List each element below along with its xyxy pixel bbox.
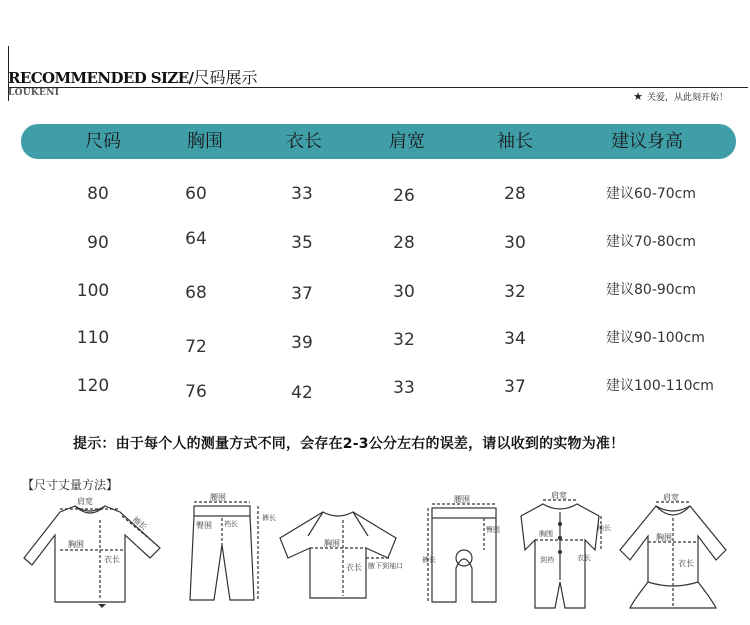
table-cell: 110	[76, 328, 110, 348]
table-cell: 26	[393, 186, 415, 206]
dress-sketch	[616, 490, 736, 619]
header-rule	[8, 87, 748, 88]
table-cell: 90	[87, 233, 109, 253]
romper-sketch	[515, 490, 610, 619]
sketch-label-shoulder-3: 肩宽	[663, 493, 679, 502]
table-cell: 72	[185, 337, 207, 357]
table-cell: 建议90-100cm	[606, 330, 705, 346]
table-cell: 建议100-110cm	[606, 378, 714, 394]
brand-name: LOUKENI	[8, 88, 60, 98]
title-chinese: 尺码展示	[193, 68, 258, 87]
column-header-shoulder: 肩宽	[389, 131, 425, 152]
table-cell: 28	[393, 233, 415, 253]
sketch-label-shoulder: 肩宽	[77, 497, 93, 506]
table-cell: 35	[291, 233, 313, 253]
slogan-text: 关爱，从此刻开始！	[646, 93, 728, 103]
size-table-header	[21, 124, 736, 159]
table-cell: 68	[185, 283, 207, 303]
table-cell: 28	[504, 184, 526, 204]
sketch-label-chest-3: 胸围	[539, 530, 553, 538]
table-cell: 32	[504, 282, 526, 302]
sketch-label-arm: 袖长	[597, 524, 611, 532]
table-cell: 120	[76, 376, 110, 396]
sketch-label-chest-4: 胸围	[656, 533, 672, 542]
sketch-label-rise: 裆长	[224, 520, 238, 528]
column-header-height: 建议身高	[611, 131, 683, 152]
table-cell: 建议80-90cm	[606, 282, 697, 298]
table-cell: 80	[87, 184, 109, 204]
sketch-label-pants-length-2: 裤长	[422, 556, 436, 564]
table-cell: 建议60-70cm	[606, 186, 697, 202]
table-cell: 37	[504, 377, 526, 397]
title-english: RECOMMENDED SIZE/	[8, 69, 194, 87]
sketch-label-waist-2: 腰围	[454, 495, 470, 504]
table-cell: 100	[76, 281, 110, 301]
table-cell: 76	[185, 382, 207, 402]
sketch-label-length-3: 衣长	[577, 554, 591, 562]
sketch-label-pants-length: 裤长	[262, 514, 276, 522]
table-cell: 60	[185, 184, 207, 204]
table-cell: 30	[393, 282, 415, 302]
size-tip: 提示：由于每个人的测量方式不同，会存在2-3公分左右的误差，请以收到的实物为准！	[73, 436, 625, 452]
table-cell: 33	[393, 378, 415, 398]
measure-method-title: 【尺寸丈量方法】	[22, 478, 119, 492]
column-header-length: 衣长	[286, 131, 322, 152]
table-cell: 33	[291, 184, 313, 204]
measure-illustrations	[20, 490, 740, 620]
table-cell: 64	[185, 229, 207, 249]
column-header-sleeve: 袖长	[497, 131, 533, 152]
sketch-label-length-2: 衣长	[346, 563, 362, 572]
sketch-label-underarm: 腋下到袖口	[368, 562, 403, 570]
table-cell: 建议70-80cm	[606, 234, 697, 250]
sketch-label-sleeve: 袖长	[130, 514, 149, 532]
table-cell: 30	[504, 233, 526, 253]
table-cell: 34	[504, 329, 526, 349]
sketch-label-hip: 臀围	[196, 521, 212, 530]
star-icon: ★	[633, 90, 643, 103]
sketch-label-hip-2: 臀围	[486, 526, 500, 534]
table-cell: 42	[291, 383, 313, 403]
sketch-label-chest-2: 胸围	[324, 539, 340, 548]
table-cell: 32	[393, 330, 415, 350]
sketch-label-shoulder-2: 肩宽	[551, 491, 567, 500]
column-header-chest: 胸围	[187, 131, 223, 152]
table-cell: 39	[291, 333, 313, 353]
sketch-label-length: 衣长	[104, 555, 120, 564]
column-header-size: 尺码	[85, 131, 121, 152]
page-title	[8, 68, 257, 88]
sketch-label-crotch: 到裆	[540, 556, 554, 564]
table-cell: 37	[291, 284, 313, 304]
pants-sketch	[180, 490, 276, 619]
raglan-top-sketch	[278, 490, 418, 619]
sketch-label-chest: 胸围	[68, 540, 84, 549]
long-sleeve-top-sketch	[20, 490, 160, 619]
slogan	[633, 90, 728, 103]
baby-pants-sketch	[420, 490, 510, 619]
sketch-label-waist: 腰围	[210, 493, 226, 502]
sketch-label-length-4: 衣长	[678, 559, 694, 568]
